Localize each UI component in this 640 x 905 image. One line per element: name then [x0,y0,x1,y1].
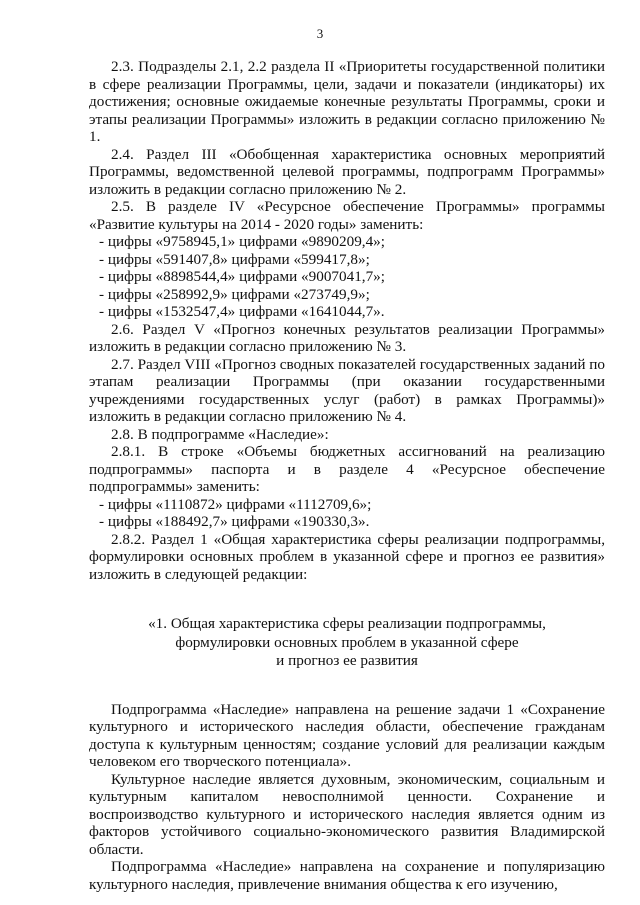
paragraph-body: Культурное наследие является духовным, экономическим, социальным и культурным капиталом невосполнимой ценности. Сохранение и воспроизводство культурного и исторического наследия является одним из факторов устойчивого социально-экономического развития Владимирской области. [89,770,605,858]
replacement-item: - цифры «9758945,1» цифрами «9890209,4»; [99,233,385,250]
paragraph-2-4: 2.4. Раздел III «Обобщенная характеристика основных мероприятий Программы, ведомственной целевой программы, подпрограмм Программы» изложить в редакции согласно приложению № 2. [89,145,605,198]
section-title-line: и прогноз ее развития [276,652,418,669]
paragraph-2-8-2: 2.8.2. Раздел 1 «Общая характеристика сферы реализации подпрограммы, формулировки основных проблем в указанной сфере и прогноз ее развития» изложить в следующей редакции: [89,530,605,583]
section-title-line: «1. Общая характеристика сферы реализации подпрограммы, [148,615,546,632]
section-title-line: формулировки основных проблем в указанной сфере [175,633,519,651]
replacement-item: - цифры «591407,8» цифрами «599417,8»; [99,250,370,268]
replacement-item: - цифры «8898544,4» цифрами «9007041,7»; [99,268,385,285]
document-body [89,58,605,893]
replacement-item: - цифры «258992,9» цифрами «273749,9»; [99,285,370,303]
paragraph-body: Подпрограмма «Наследие» направлена на сохранение и популяризацию культурного наследия, привлечение внимания общества к его изучению, [89,858,605,893]
replacement-item: - цифры «1532547,4» цифрами «1641044,7». [99,303,385,320]
paragraph-2-7: 2.7. Раздел VIII «Прогноз сводных показателей государственных заданий по этапам реализации Программы (при оказании государственными учреждениями государственных услуг (работ) в рамках Программы)» изложить в редакции согласно приложению № 4. [89,355,605,425]
replacement-item: - цифры «188492,7» цифрами «190330,3». [99,513,370,530]
paragraph-2-5: 2.5. В разделе IV «Ресурсное обеспечение Программы» программы «Развитие культуры на 2014 - 2020 годы» заменить: [89,198,605,233]
section-title [89,615,605,671]
paragraph-2-8: 2.8. В подпрограмме «Наследие»: [111,425,329,443]
paragraph-body: Подпрограмма «Наследие» направлена на решение задачи 1 «Сохранение культурного и исторического наследия области, обеспечение гражданам доступа к культурным ценностям; создание условий для реализации каждым человеком его творческого потенциала». [89,700,605,770]
paragraph-2-8-1: 2.8.1. В строке «Объемы бюджетных ассигнований на реализацию подпрограммы» паспорта и в разделе 4 «Ресурсное обеспечение подпрограммы» заменить: [89,443,605,495]
paragraph-2-3: 2.3. Подразделы 2.1, 2.2 раздела II «Приоритеты государственной политики в сфере реализации Программы, цели, задачи и показатели (индикаторы) их достижения; основные ожидаемые конечные результаты Программы, сроки и этапы реализации Программы» изложить в редакции согласно приложению № 1. [89,58,605,145]
paragraph-2-6: 2.6. Раздел V «Прогноз конечных результатов реализации Программы» изложить в редакции согласно приложению № 3. [89,320,605,355]
page-number: 3 [316,26,324,41]
replacement-item: - цифры «1110872» цифрами «1112709,6»; [99,495,372,513]
